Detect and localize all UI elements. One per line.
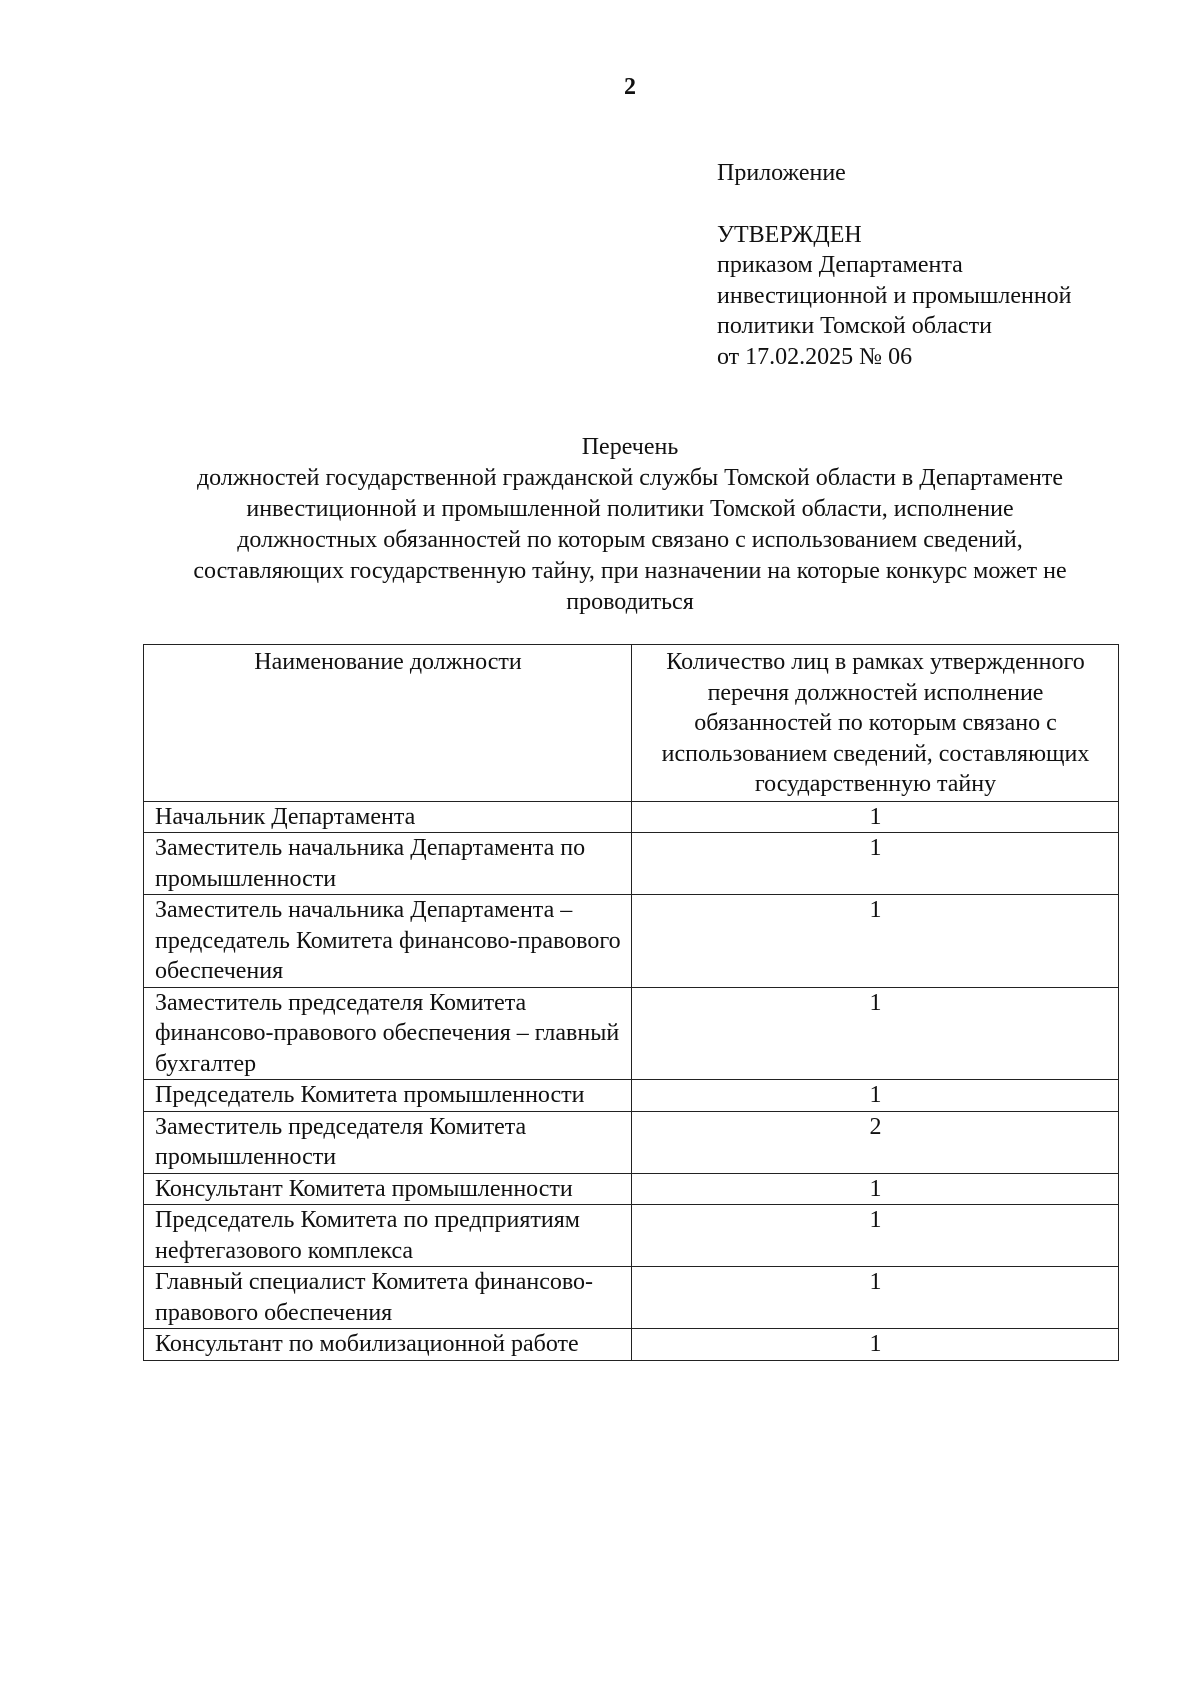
title-heading: Перечень — [581, 434, 679, 460]
count-cell: 1 — [632, 1173, 1119, 1205]
count-cell: 1 — [632, 1329, 1119, 1361]
approval-line: приказом Департамента — [717, 252, 963, 278]
position-cell: Председатель Комитета по предприятиям нефтегазового комплекса — [144, 1205, 632, 1267]
header-position: Наименование должности — [144, 645, 632, 802]
count-cell: 1 — [632, 1205, 1119, 1267]
approval-line: политики Томской области — [717, 313, 992, 339]
page-number: 2 — [624, 74, 636, 100]
count-cell: 1 — [632, 1080, 1119, 1112]
title-line: должностных обязанностей по которым связано с использованием сведений, — [237, 527, 1023, 553]
table-row — [144, 1111, 1119, 1173]
count-cell: 2 — [632, 1111, 1119, 1173]
header-count: Количество лиц в рамках утвержденного перечня должностей исполнение обязанностей по которым связано с использованием сведений, составляющих государственную тайну — [632, 645, 1119, 802]
approval-line: инвестиционной и промышленной — [717, 282, 1072, 309]
table-row — [144, 833, 1119, 895]
count-cell: 1 — [632, 833, 1119, 895]
table-header-row — [144, 645, 1119, 802]
document-title — [130, 432, 1130, 618]
approval-date-number: от 17.02.2025 № 06 — [717, 343, 913, 370]
position-cell: Председатель Комитета промышленности — [144, 1080, 632, 1112]
count-cell: 1 — [632, 1267, 1119, 1329]
count-cell: 1 — [632, 895, 1119, 988]
title-line: должностей государственной гражданской службы Томской области в Департаменте — [196, 465, 1064, 491]
table-row — [144, 1173, 1119, 1205]
position-cell: Консультант по мобилизационной работе — [144, 1329, 632, 1361]
table-row — [144, 1329, 1119, 1361]
approved-label: УТВЕРЖДЕН — [717, 221, 862, 248]
table-row — [144, 1267, 1119, 1329]
table-row — [144, 801, 1119, 833]
position-cell: Заместитель председателя Комитета финансово-правового обеспечения – главный бухгалтер — [144, 987, 632, 1080]
table-row — [144, 1080, 1119, 1112]
title-line: инвестиционной и промышленной политики Томской области, исполнение — [246, 496, 1014, 522]
position-cell: Заместитель председателя Комитета промышленности — [144, 1111, 632, 1173]
approval-block — [717, 158, 1072, 372]
table-row — [144, 987, 1119, 1080]
position-cell: Заместитель начальника Департамента – председатель Комитета финансово-правового обеспечения — [144, 895, 632, 988]
positions-table — [143, 644, 1119, 1361]
appendix-label: Приложение — [717, 160, 846, 186]
position-cell: Консультант Комитета промышленности — [144, 1173, 632, 1205]
position-cell: Главный специалист Комитета финансово-правового обеспечения — [144, 1267, 632, 1329]
table-row — [144, 1205, 1119, 1267]
count-cell: 1 — [632, 801, 1119, 833]
title-line: составляющих государственную тайну, при назначении на которые конкурс может не — [193, 558, 1067, 584]
position-cell: Начальник Департамента — [144, 801, 632, 833]
title-line: проводиться — [566, 589, 694, 615]
count-cell: 1 — [632, 987, 1119, 1080]
position-cell: Заместитель начальника Департамента по промышленности — [144, 833, 632, 895]
table-row — [144, 895, 1119, 988]
